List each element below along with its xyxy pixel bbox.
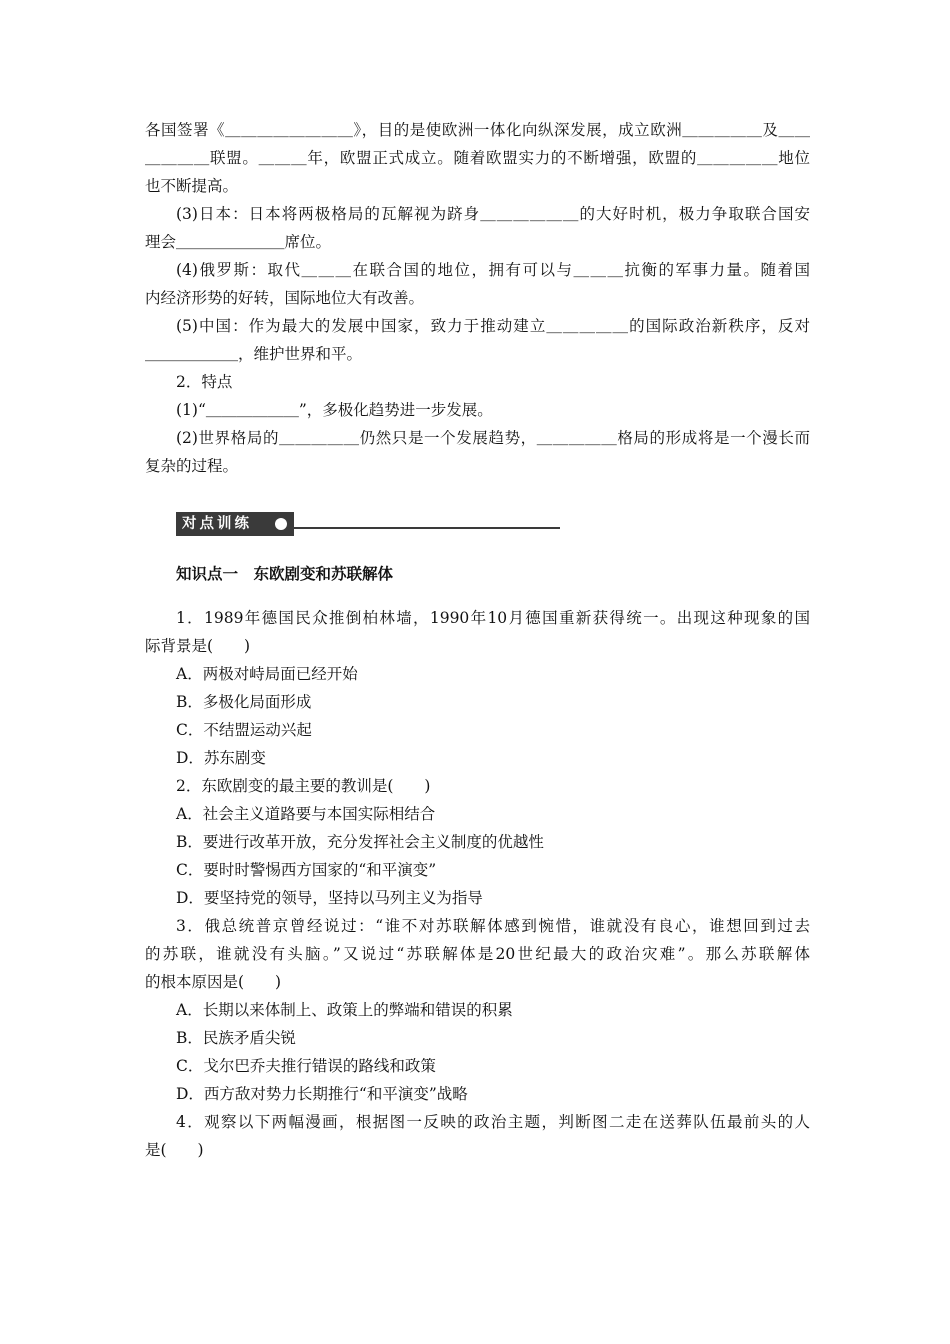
banner-dot-icon	[275, 518, 287, 530]
question-1-option-b: B．多极化局面形成	[176, 693, 312, 711]
question-1-stem: 1．1989年德国民众推倒柏林墙，1990年10月德国重新获得统一。出现这种现象的国	[176, 609, 810, 627]
banner-label: 对点训练	[182, 516, 252, 532]
text-line: 复杂的过程。	[145, 457, 239, 475]
question-3-option-b: B．民族矛盾尖锐	[176, 1029, 296, 1047]
text-line: (5)中国：作为最大的发展中国家，致力于推动建立＿＿＿＿＿的国际政治新秩序，反对	[176, 317, 810, 335]
question-1-option-c: C．不结盟运动兴起	[176, 721, 312, 739]
question-1-stem-cont: 际背景是( )	[145, 637, 251, 655]
knowledge-point-title: 知识点一 东欧剧变和苏联解体	[176, 565, 394, 583]
text-line: 各国签署《＿＿＿＿＿＿＿＿》，目的是使欧洲一体化向纵深发展，成立欧洲＿＿＿＿＿及＿＿	[145, 121, 810, 139]
question-3-option-a: A．长期以来体制上、政策上的弊端和错误的积累	[176, 1001, 513, 1019]
question-4-stem: 4．观察以下两幅漫画，根据图一反映的政治主题，判断图二走在送葬队伍最前头的人	[176, 1113, 810, 1131]
text-line: ＿＿＿＿联盟。＿＿＿年，欧盟正式成立。随着欧盟实力的不断增强，欧盟的＿＿＿＿＿地位	[145, 149, 810, 167]
question-3-stem-cont: 的根本原因是( )	[145, 973, 282, 991]
text-line: (1)“＿＿＿＿＿＿”，多极化趋势进一步发展。	[176, 401, 493, 419]
question-4-stem-cont: 是( )	[145, 1141, 204, 1159]
question-2-option-d: D．要坚持党的领导，坚持以马列主义为指导	[176, 889, 483, 907]
question-3-stem: 3．俄总统普京曾经说过：“谁不对苏联解体感到惋惜，谁就没有良心，谁想回到过去	[176, 917, 810, 935]
question-3-stem-cont: 的苏联，谁就没有头脑。”又说过“苏联解体是20世纪最大的政治灾难”。那么苏联解体	[145, 945, 810, 963]
text-line: (4)俄罗斯：取代＿＿＿在联合国的地位，拥有可以与＿＿＿抗衡的军事力量。随着国	[176, 261, 810, 279]
text-line: ＿＿＿＿＿＿，维护世界和平。	[145, 345, 363, 363]
question-2-option-b: B．要进行改革开放，充分发挥社会主义制度的优越性	[176, 833, 544, 851]
question-1-option-d: D．苏东剧变	[176, 749, 266, 767]
question-2-stem: 2．东欧剧变的最主要的教训是( )	[176, 777, 431, 795]
text-line: 内经济形势的好转，国际地位大有改善。	[145, 289, 425, 307]
question-3-option-c: C．戈尔巴乔夫推行错误的路线和政策	[176, 1057, 436, 1075]
section-banner	[176, 512, 560, 536]
question-1-option-a: A．两极对峙局面已经开始	[176, 665, 358, 683]
banner-rule	[294, 527, 560, 529]
question-2-option-c: C．要时时警惕西方国家的“和平演变”	[176, 861, 437, 879]
subsection-heading: 2．特点	[176, 373, 233, 391]
question-3-option-d: D．西方敌对势力长期推行“和平演变”战略	[176, 1085, 468, 1103]
question-2-option-a: A．社会主义道路要与本国实际相结合	[176, 805, 436, 823]
text-line: (2)世界格局的＿＿＿＿＿仍然只是一个发展趋势，＿＿＿＿＿格局的形成将是一个漫长而	[176, 429, 810, 447]
text-line: 也不断提高。	[145, 177, 239, 195]
text-line: (3)日本：日本将两极格局的瓦解视为跻身＿＿＿＿＿＿的大好时机，极力争取联合国安	[176, 205, 810, 223]
text-line: 理会＿＿＿＿＿＿＿席位。	[145, 233, 332, 251]
